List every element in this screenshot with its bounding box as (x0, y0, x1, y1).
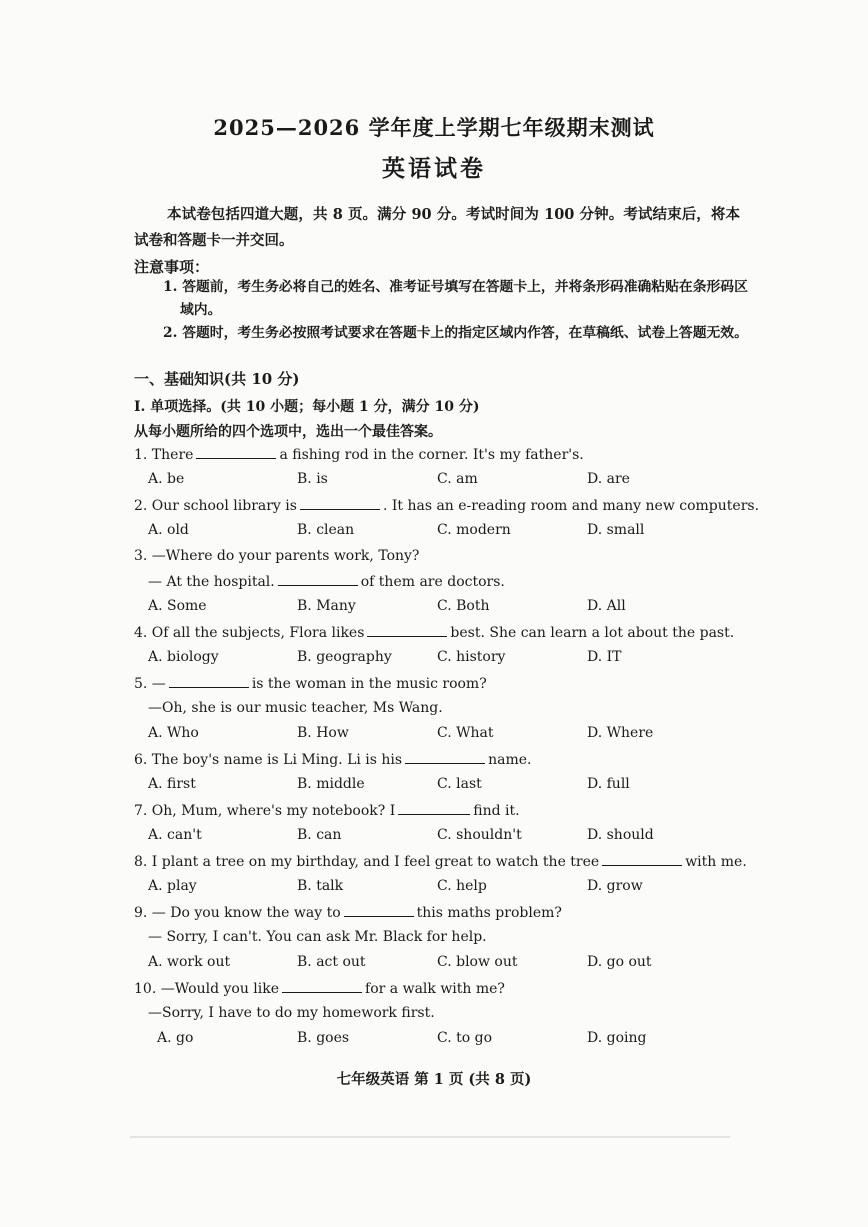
part-instruction: 从每小题所给的四个选项中，选出一个最佳答案。 (134, 424, 442, 440)
question-6-option-d: D. full (587, 776, 630, 792)
question-text: of them are doctors. (360, 574, 505, 590)
question-10-line-1 (134, 980, 505, 997)
question-9-option-c: C. blow out (437, 954, 518, 970)
answer-blank (282, 980, 362, 993)
answer-blank (196, 446, 276, 459)
question-text: 3. —Where do your parents work, Tony? (134, 548, 420, 564)
question-text: this maths problem? (416, 905, 562, 921)
question-2-line-1 (134, 497, 759, 514)
question-text: — At the hospital. (148, 574, 275, 590)
question-7-line-1 (134, 802, 520, 819)
part-title: I. 单项选择。(共 10 小题；每小题 1 分，满分 10 分) (134, 399, 480, 415)
notice-heading: 注意事项： (134, 258, 210, 276)
question-text: is the woman in the music room? (251, 676, 487, 692)
question-8-option-b: B. talk (297, 878, 344, 894)
notice-item-1: 1. 答题前，考生务必将自己的姓名、准考证号填写在答题卡上，并将条形码准确粘贴在条形码区域内。 (163, 279, 748, 318)
question-text: —Sorry, I have to do my homework first. (148, 1005, 435, 1021)
scan-mark (130, 1136, 730, 1138)
question-8-line-1 (134, 853, 747, 870)
exam-subtitle: 英语试卷 (382, 155, 486, 182)
question-text: best. She can learn a lot about the past. (450, 625, 735, 641)
answer-blank (367, 624, 447, 637)
question-text: — Sorry, I can't. You can ask Mr. Black for help. (148, 929, 487, 945)
question-5-option-a: A. Who (148, 725, 199, 741)
question-text: 10. —Would you like (134, 981, 280, 997)
question-9-line-2 (148, 929, 487, 945)
question-text: 6. The boy's name is Li Ming. Li is his (134, 752, 403, 768)
question-6-line-1 (134, 751, 531, 768)
answer-blank (300, 497, 380, 510)
question-5-option-c: C. What (437, 725, 494, 741)
question-3-option-d: D. All (587, 598, 626, 614)
page-footer: 七年级英语 第 1 页 (共 8 页) (336, 1071, 532, 1088)
question-5-line-1 (134, 675, 487, 692)
question-2-option-c: C. modern (437, 522, 511, 538)
question-10-line-2 (148, 1005, 435, 1021)
question-4-line-1 (134, 624, 734, 641)
question-8-option-a: A. play (148, 878, 197, 894)
question-6-option-a: A. first (148, 776, 196, 792)
question-4-option-c: C. history (437, 649, 506, 665)
question-text: for a walk with me? (365, 981, 505, 997)
question-text: find it. (473, 803, 520, 819)
question-10-option-a: A. go (157, 1030, 194, 1046)
question-5-option-b: B. How (297, 725, 349, 741)
question-text: 8. I plant a tree on my birthday, and I feel great to watch the tree (134, 854, 600, 870)
question-text: 5. — (134, 676, 166, 692)
answer-blank (344, 904, 414, 917)
question-1-option-b: B. is (297, 471, 328, 487)
exam-title: 2025—2026 学年度上学期七年级期末测试 (213, 115, 655, 140)
question-text: 2. Our school library is (134, 498, 297, 514)
answer-blank (405, 751, 485, 764)
question-text: 1. There (134, 447, 194, 463)
question-text: 9. — Do you know the way to (134, 905, 341, 921)
question-text: 4. Of all the subjects, Flora likes (134, 625, 365, 641)
question-7-option-b: B. can (297, 827, 342, 843)
exam-intro: 本试卷包括四道大题，共 8 页。满分 90 分。考试时间为 100 分钟。考试结束后，将本试卷和答题卡一并交回。 (134, 206, 740, 249)
question-1-option-c: C. am (437, 471, 478, 487)
question-text: name. (488, 752, 532, 768)
question-4-option-a: A. biology (148, 649, 219, 665)
question-text: a fishing rod in the corner. It's my father's. (279, 447, 584, 463)
question-7-option-c: C. shouldn't (437, 827, 522, 843)
question-text: —Oh, she is our music teacher, Ms Wang. (148, 700, 443, 716)
question-2-option-d: D. small (587, 522, 645, 538)
answer-blank (602, 853, 682, 866)
question-9-option-a: A. work out (148, 954, 231, 970)
question-10-option-d: D. going (587, 1030, 647, 1046)
answer-blank (169, 675, 249, 688)
question-5-option-d: D. Where (587, 725, 654, 741)
question-text: 7. Oh, Mum, where's my notebook? I (134, 803, 396, 819)
question-9-option-d: D. go out (587, 954, 652, 970)
question-7-option-a: A. can't (148, 827, 202, 843)
question-8-option-d: D. grow (587, 878, 643, 894)
question-5-line-2 (148, 700, 443, 716)
question-1-option-a: A. be (148, 471, 185, 487)
notice-item-2: 2. 答题时，考生务必按照考试要求在答题卡上的指定区域内作答，在草稿纸、试卷上答题无效。 (163, 325, 748, 341)
question-3-option-a: A. Some (148, 598, 207, 614)
question-2-option-a: A. old (148, 522, 189, 538)
question-2-option-b: B. clean (297, 522, 355, 538)
question-6-option-b: B. middle (297, 776, 365, 792)
question-3-option-b: B. Many (297, 598, 356, 614)
question-3-line-2 (148, 573, 505, 590)
question-9-line-1 (134, 904, 562, 921)
answer-blank (278, 573, 358, 586)
question-10-option-b: B. goes (297, 1030, 350, 1046)
question-7-option-d: D. should (587, 827, 654, 843)
question-4-option-d: D. IT (587, 649, 622, 665)
question-10-option-c: C. to go (437, 1030, 493, 1046)
question-9-option-b: B. act out (297, 954, 366, 970)
question-3-line-1 (134, 548, 419, 564)
question-text: with me. (685, 854, 747, 870)
question-text: . It has an e-reading room and many new computers. (382, 498, 760, 514)
answer-blank (398, 802, 470, 815)
question-6-option-c: C. last (437, 776, 482, 792)
question-1-line-1 (134, 446, 584, 463)
question-4-option-b: B. geography (297, 649, 392, 665)
question-8-option-c: C. help (437, 878, 487, 894)
question-1-option-d: D. are (587, 471, 630, 487)
section-title: 一、基础知识(共 10 分) (134, 370, 300, 388)
question-3-option-c: C. Both (437, 598, 490, 614)
